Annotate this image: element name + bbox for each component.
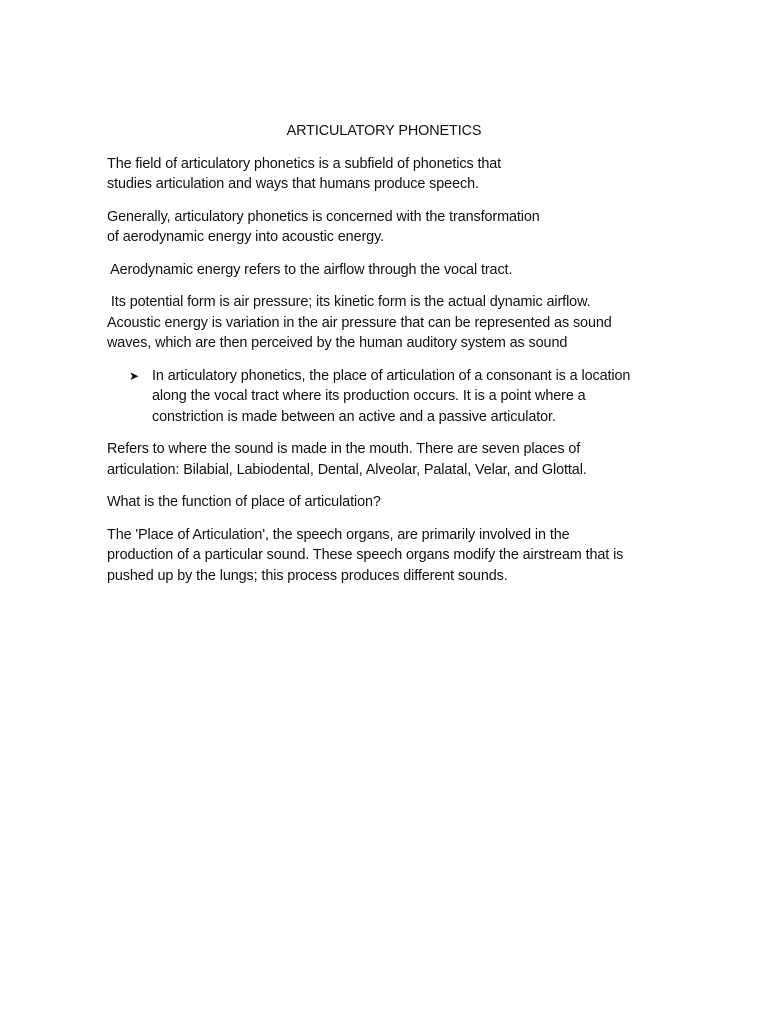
bullet-text — [152, 366, 630, 428]
text-line: pushed up by the lungs; this process produces different sounds. — [107, 567, 508, 584]
text-line: along the vocal tract where its production occurs. It is a point where a — [152, 388, 586, 404]
paragraph-aerodynamic-energy — [107, 260, 667, 281]
text-line: of aerodynamic energy into acoustic energy. — [107, 229, 385, 245]
paragraph-acoustic-energy — [107, 292, 667, 354]
text-line: Aerodynamic energy refers to the airflow through the vocal tract. — [107, 261, 513, 278]
paragraph-seven-places — [107, 439, 667, 480]
text-line: articulation: Bilabial, Labiodental, Dental, Alveolar, Palatal, Velar, and Glottal. — [107, 461, 587, 478]
text-line: waves, which are then perceived by the human auditory system as sound — [107, 335, 568, 351]
bullet-item-place-of-articulation — [107, 366, 667, 428]
text-line: What is the function of place of articulation? — [107, 494, 381, 510]
paragraph-energy-transformation — [107, 207, 667, 248]
paragraph-question — [107, 492, 667, 513]
paragraph-speech-organs — [107, 525, 667, 587]
text-line: constriction is made between an active and a passive articulator. — [152, 408, 556, 425]
paragraph-field-definition — [107, 154, 667, 195]
text-line: Refers to where the sound is made in the mouth. There are seven places of — [107, 441, 581, 457]
text-line: production of a particular sound. These speech organs modify the airstream that is — [107, 547, 624, 563]
text-line: The field of articulatory phonetics is a subfield of phonetics that — [107, 155, 502, 172]
text-line: In articulatory phonetics, the place of articulation of a consonant is a location — [152, 367, 631, 384]
text-line: Its potential form is air pressure; its kinetic form is the actual dynamic airflow. — [107, 294, 591, 310]
text-line: The 'Place of Articulation', the speech organs, are primarily involved in the — [107, 526, 570, 543]
document-title: ARTICULATORY PHONETICS — [286, 123, 482, 139]
arrow-bullet-icon: ➤ — [129, 368, 139, 383]
text-line: Acoustic energy is variation in the air pressure that can be represented as sound — [107, 314, 612, 331]
text-line: studies articulation and ways that humans produce speech. — [107, 176, 479, 192]
text-line: Generally, articulatory phonetics is concerned with the transformation — [107, 208, 540, 225]
document-body — [107, 121, 667, 598]
